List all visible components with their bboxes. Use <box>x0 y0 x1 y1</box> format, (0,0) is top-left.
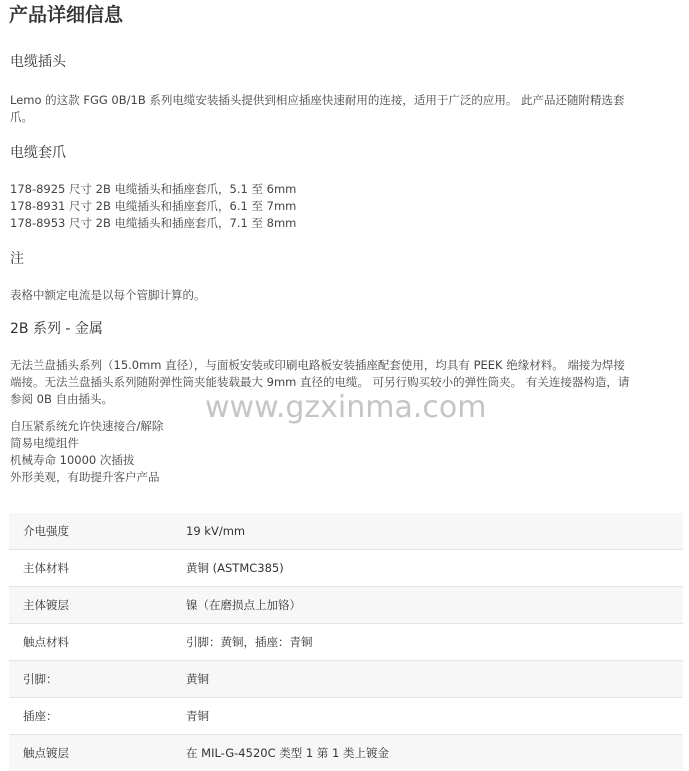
collet-item: 178-8925 尺寸 2B 电缆插头和插座套爪，5.1 至 6mm <box>10 181 682 198</box>
spec-label: 触点镀层 <box>9 735 186 771</box>
spec-label: 主体材料 <box>9 550 186 587</box>
feature-item: 自压紧系统允许快速接合/解除 <box>10 418 682 435</box>
spec-value: 黄铜 <box>186 661 683 698</box>
page-title: 产品详细信息 <box>9 2 123 28</box>
spec-table <box>9 513 683 771</box>
section-heading-cable-collet: 电缆套爪 <box>10 143 66 163</box>
cable-plug-description <box>10 92 682 126</box>
table-row <box>9 735 683 771</box>
section-heading-cable-plug: 电缆插头 <box>10 52 66 72</box>
spec-value: 黄铜 (ASTMC385) <box>186 550 683 587</box>
series-description <box>10 357 682 408</box>
text-line: 爪。 <box>10 109 682 126</box>
text-line: 无法兰盘插头系列（15.0mm 直径），与面板安装或印刷电路板安装插座配套使用，均具有 PEEK 绝缘材料。 端接为焊接 <box>10 357 682 374</box>
feature-item: 外形美观，有助提升客户产品 <box>10 469 682 486</box>
table-row <box>9 550 683 587</box>
note-text <box>10 287 682 304</box>
feature-item: 简易电缆组件 <box>10 435 682 452</box>
collet-item: 178-8953 尺寸 2B 电缆插头和插座套爪，7.1 至 8mm <box>10 215 682 232</box>
spec-label: 插座： <box>9 698 186 735</box>
spec-value: 在 MIL-G-4520C 类型 1 第 1 类上镀金 <box>186 735 683 771</box>
cable-collet-list <box>10 181 682 232</box>
text-line: 表格中额定电流是以每个管脚计算的。 <box>10 287 682 304</box>
spec-label: 介电强度 <box>9 513 186 550</box>
spec-value: 青铜 <box>186 698 683 735</box>
spec-value: 镍（在磨损点上加铬） <box>186 587 683 624</box>
section-heading-note: 注 <box>10 249 24 269</box>
spec-label: 触点材料 <box>9 624 186 661</box>
spec-value: 引脚：黄铜，插座：青铜 <box>186 624 683 661</box>
spec-label: 主体镀层 <box>9 587 186 624</box>
text-line: 端接。无法兰盘插头系列随附弹性筒夹能装载最大 9mm 直径的电缆。 可另行购买较小的弹性筒夹。 有关连接器构造，请 <box>10 374 682 391</box>
table-row <box>9 587 683 624</box>
table-row <box>9 698 683 735</box>
text-line: Lemo 的这款 FGG 0B/1B 系列电缆安装插头提供到相应插座快速耐用的连接，适用于广泛的应用。 此产品还随附精选套 <box>10 92 682 109</box>
spec-value: 19 kV/mm <box>186 513 683 550</box>
text-line: 参阅 0B 自由插头。 <box>10 391 682 408</box>
table-row <box>9 661 683 698</box>
feature-item: 机械寿命 10000 次插拔 <box>10 452 682 469</box>
section-heading-2b-series: 2B 系列 - 金属 <box>10 319 103 339</box>
series-features <box>10 418 682 486</box>
table-row <box>9 513 683 550</box>
collet-item: 178-8931 尺寸 2B 电缆插头和插座套爪，6.1 至 7mm <box>10 198 682 215</box>
spec-label: 引脚： <box>9 661 186 698</box>
table-row <box>9 624 683 661</box>
watermark: www.gzxinma.com <box>205 390 487 425</box>
